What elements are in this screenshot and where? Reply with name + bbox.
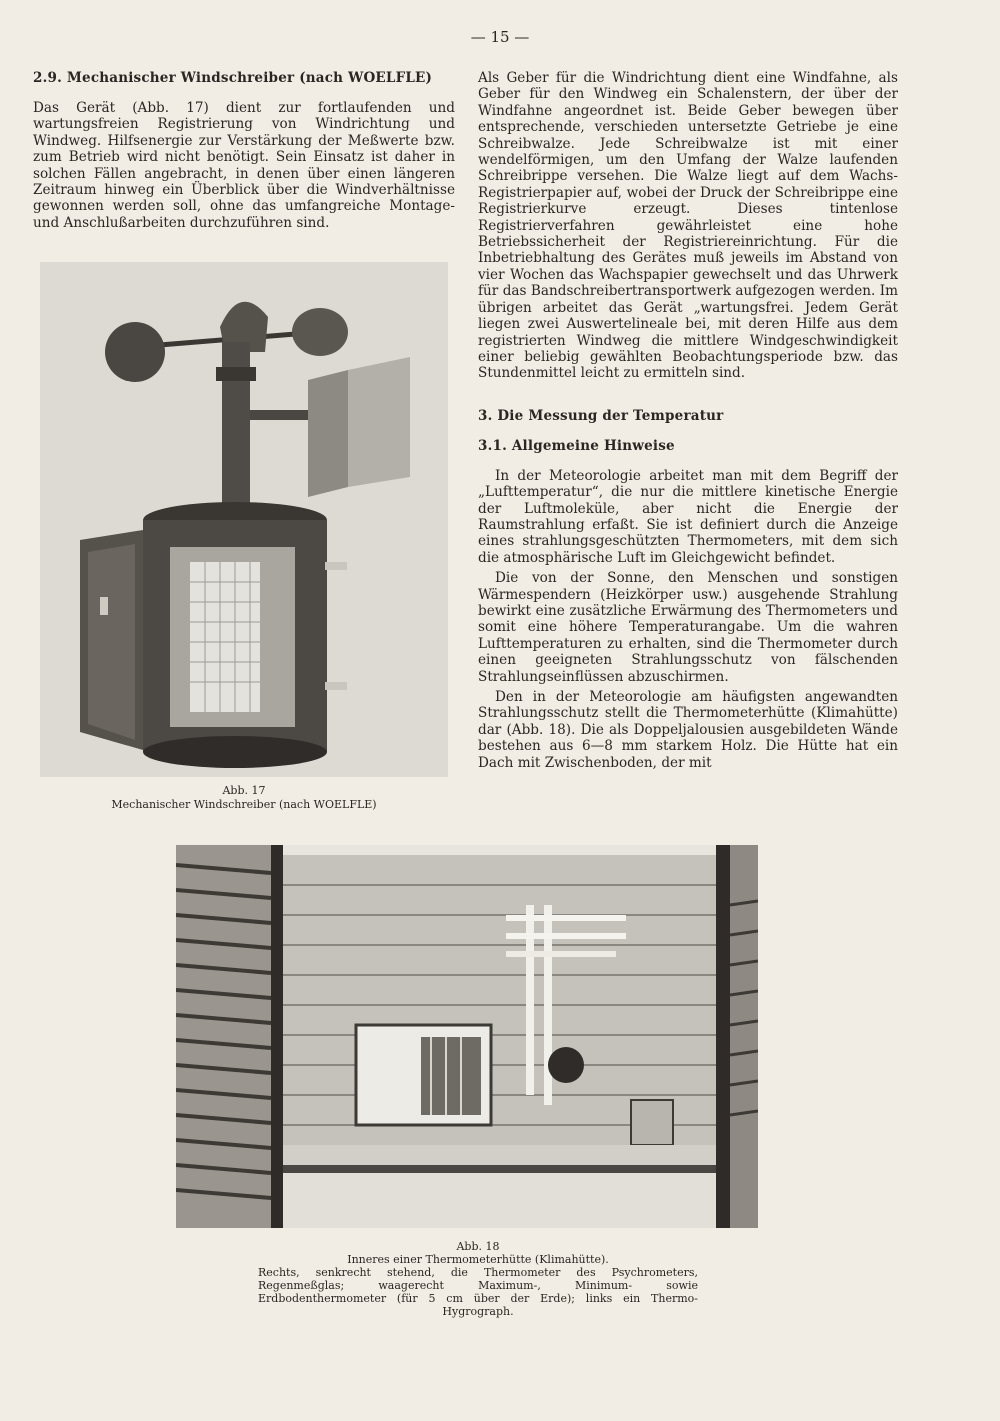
anemometer-cup-left — [105, 322, 165, 382]
thermometer-hut-illustration — [176, 845, 758, 1228]
section-heading-3: 3. Die Messung der Temperatur — [478, 407, 724, 424]
temperature-paragraph-3: Den in der Meteorologie am häufigsten angewandten Strahlungsschutz stellt die Thermometerhütte (Klimahütte) dar (Abb. 18). Die als Doppeljalousien ausgebildeten Wände bestehen aus 6—8 mm starkem Holz. Die Hütte hat ein Dach mit Zwischenboden, der mit — [478, 689, 898, 771]
min-thermometer — [506, 933, 626, 939]
right-column — [478, 70, 898, 771]
max-thermometer — [506, 915, 626, 921]
figure-18-label: Abb. 18 — [456, 1240, 500, 1253]
left-column — [33, 70, 455, 231]
figure-18-caption: Rechts, senkrecht stehend, die Thermometer des Psychrometers, Regenmeßglas; waagerecht Maximum-, Minimum- sowie Erdbodenthermometer (für 5 cm über der Erde); links ein Thermo-Hygrograph. — [258, 1266, 698, 1318]
figure-18-photo — [176, 845, 758, 1228]
anemometer-cup-right — [292, 308, 348, 356]
wind-recorder-illustration — [40, 262, 448, 777]
hut-floor-shelf — [283, 1145, 716, 1167]
figure-17-label: Abb. 17 — [222, 784, 266, 797]
ground-thermometer — [506, 951, 616, 957]
figure-17-photo — [40, 262, 448, 777]
rain-gauge — [548, 1047, 584, 1083]
section-heading-3-1: 3.1. Allgemeine Hinweise — [478, 437, 675, 454]
measuring-bucket — [631, 1100, 673, 1145]
wind-vane-left — [308, 370, 348, 497]
figure-17-caption: Mechanischer Windschreiber (nach WOELFLE) — [111, 798, 377, 811]
wind-recorder-description: Als Geber für die Windrichtung dient eine Windfahne, als Geber für den Windweg ein Schalenstern, der über der Windfahne angeordnet ist. Beide Geber bewegen über entsprechende, verschieden untersetzte Getriebe je eine Schreibwalze. Jede Schreibwalze ist mit einer wendelförmigen, um den Umfang der Walze laufenden Schreibrippe versehen. Die Walze liegt auf dem Wachs-Registrierpapier auf, wobei der Druck der Schreibrippe eine Registrierkurve erzeugt. Dieses tintenlose Registrierverfahren gewährleistet eine hohe Betriebssicherheit der Registriereinrichtung. Für die Inbetriebhaltung des Gerätes muß jeweils im Abstand von vier Wochen das Wachspapier gewechselt und das Uhrwerk für das Bandschreibertransportwerk aufgezogen werden. Im übrigen arbeitet das Gerät „wartungsfrei. Jedem Gerät liegen zwei Auswertelineale bei, mit deren Hilfe aus dem registrierten Windweg die mittlere Windgeschwindigkeit einer beliebig gewählten Beobachtungsperiode bzw. das Stundenmittel leicht zu ermitteln sind. — [478, 70, 898, 382]
section-2-9-paragraph: Das Gerät (Abb. 17) dient zur fortlaufenden und wartungsfreien Registrierung von Windrichtung und Windweg. Hilfsenergie zur Verstärkung der Meßwerte bzw. zum Betrieb wird nicht benötigt. Sein Einsatz ist daher in solchen Fällen angebracht, in denen über einen längeren Zeitraum hinweg ein Überblick über die Windverhältnisse gewonnen werden soll, ohne das umfangreiche Montage- und Anschlußarbeiten durchzuführen sind. — [33, 100, 455, 231]
temperature-paragraph-2: Die von der Sonne, den Menschen und sonstigen Wärmespendern (Heizkörper usw.) ausgehende Strahlung bewirkt eine zusätzliche Erwärmung des Thermometers und somit eine höhere Temperaturangabe. Um die wahren Lufttemperaturen zu erhalten, sind die Thermometer durch einen geeigneten Strahlungsschutz von fälschenden Strahlungseinflüssen abzuschirmen. — [478, 570, 898, 685]
figure-18-title: Inneres einer Thermometerhütte (Klimahütte). — [347, 1253, 609, 1266]
page-number: — 15 — — [470, 28, 530, 46]
figure-17-caption-block — [40, 784, 448, 812]
section-heading-2-9: 2.9. Mechanischer Windschreiber (nach WOELFLE) — [33, 70, 433, 86]
figure-18-caption-block — [258, 1240, 698, 1318]
wind-vane-right — [348, 357, 410, 487]
temperature-paragraph-1: In der Meteorologie arbeitet man mit dem Begriff der „Lufttemperatur“, die nur die mittlere kinetische Energie der Luftmoleküle, aber nicht die Energie der Raumstrahlung erfaßt. Sie ist definiert durch die Anzeige eines strahlungsgeschützten Thermometers, mit dem sich die atmosphärische Luft im Gleichgewicht befindet. — [478, 467, 898, 566]
